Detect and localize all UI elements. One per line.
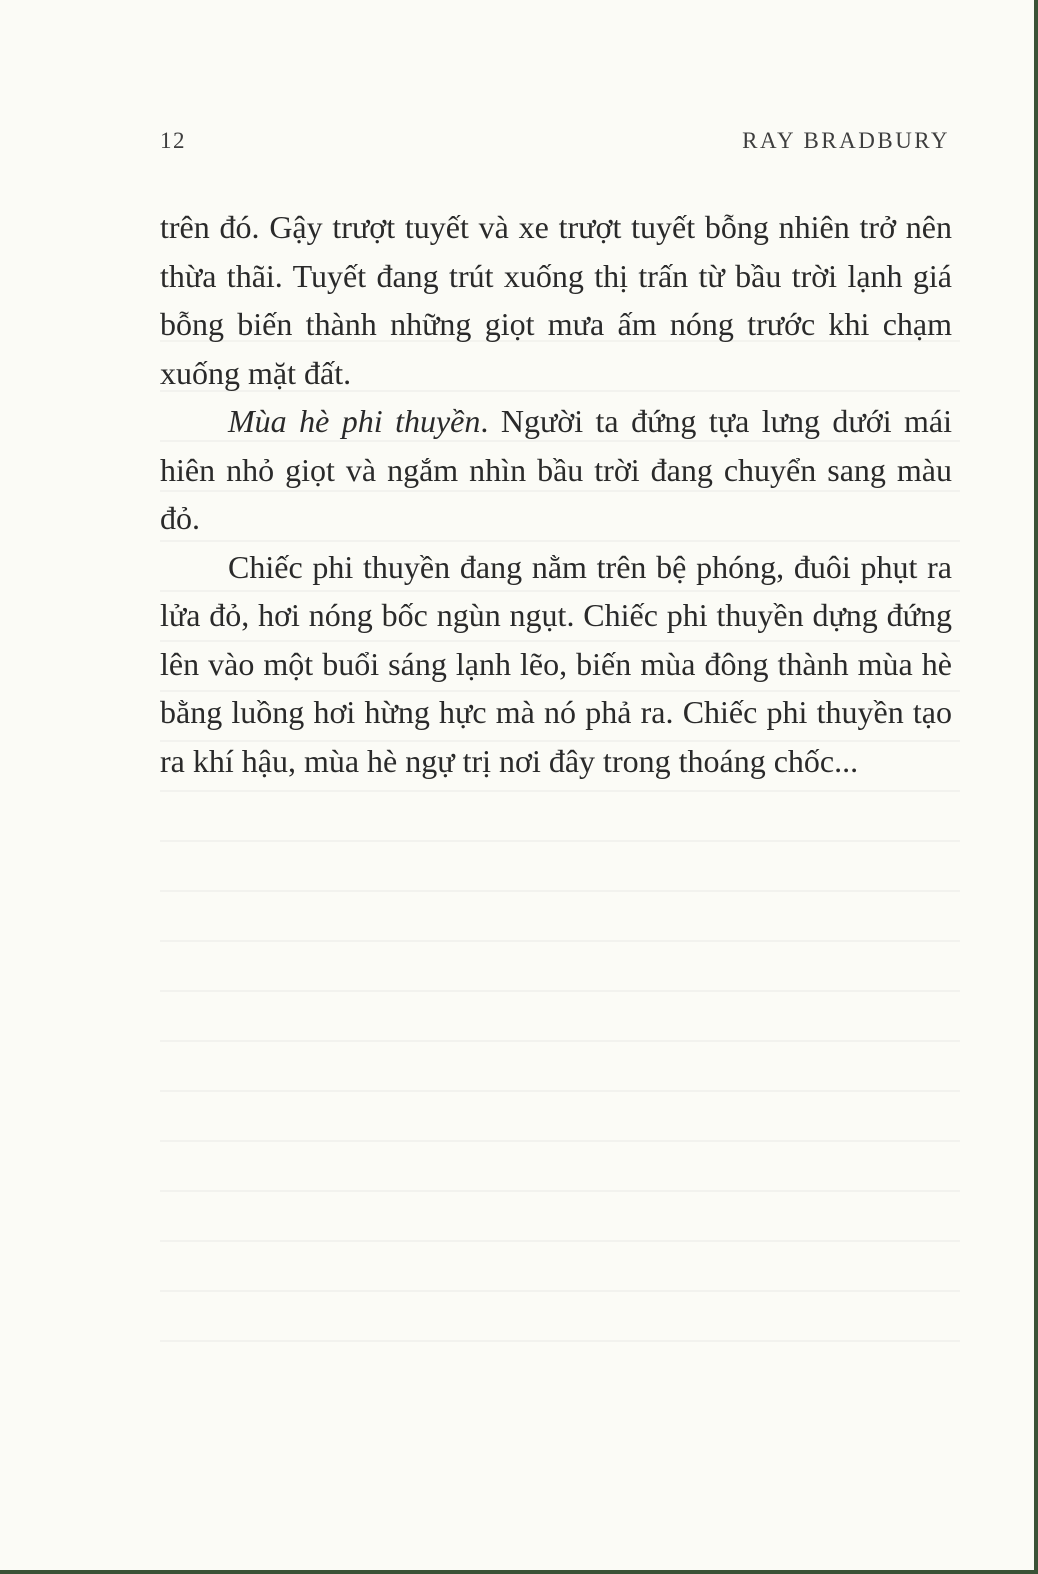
paragraph-3: Chiếc phi thuyền đang nằm trên bệ phóng, đuôi phụt ra lửa đỏ, hơi nóng bốc ngùn ngụt. Chiếc phi thuyền dựng đứng lên vào một buổi sáng lạnh lẽo, biến mùa đông thành mùa hè bằng luồng hơi hừng hực mà nó phả ra. Chiếc phi thuyền tạo ra khí hậu, mùa hè ngự trị nơi đây trong thoáng chốc...: [160, 548, 952, 779]
paragraph-2-text: . Người ta đứng tựa lưng dưới mái hiên nhỏ giọt và ngắm nhìn bầu trời đang chuyển sang màu đỏ.: [160, 403, 953, 536]
running-head-author: RAY BRADBURY: [742, 128, 950, 153]
paragraph-2: [160, 397, 952, 543]
body-text: [160, 203, 952, 785]
page-number: 12: [160, 128, 186, 153]
paragraph-1: trên đó. Gậy trượt tuyết và xe trượt tuyết bỗng nhiên trở nên thừa thãi. Tuyết đang trút xuống thị trấn từ bầu trời lạnh giá bỗng biến thành những giọt mưa ấm nóng trước khi chạm xuống mặt đất.: [160, 209, 952, 391]
paragraph-2-italic-title: Mùa hè phi thuyền: [228, 403, 481, 439]
page-header: [160, 128, 950, 168]
